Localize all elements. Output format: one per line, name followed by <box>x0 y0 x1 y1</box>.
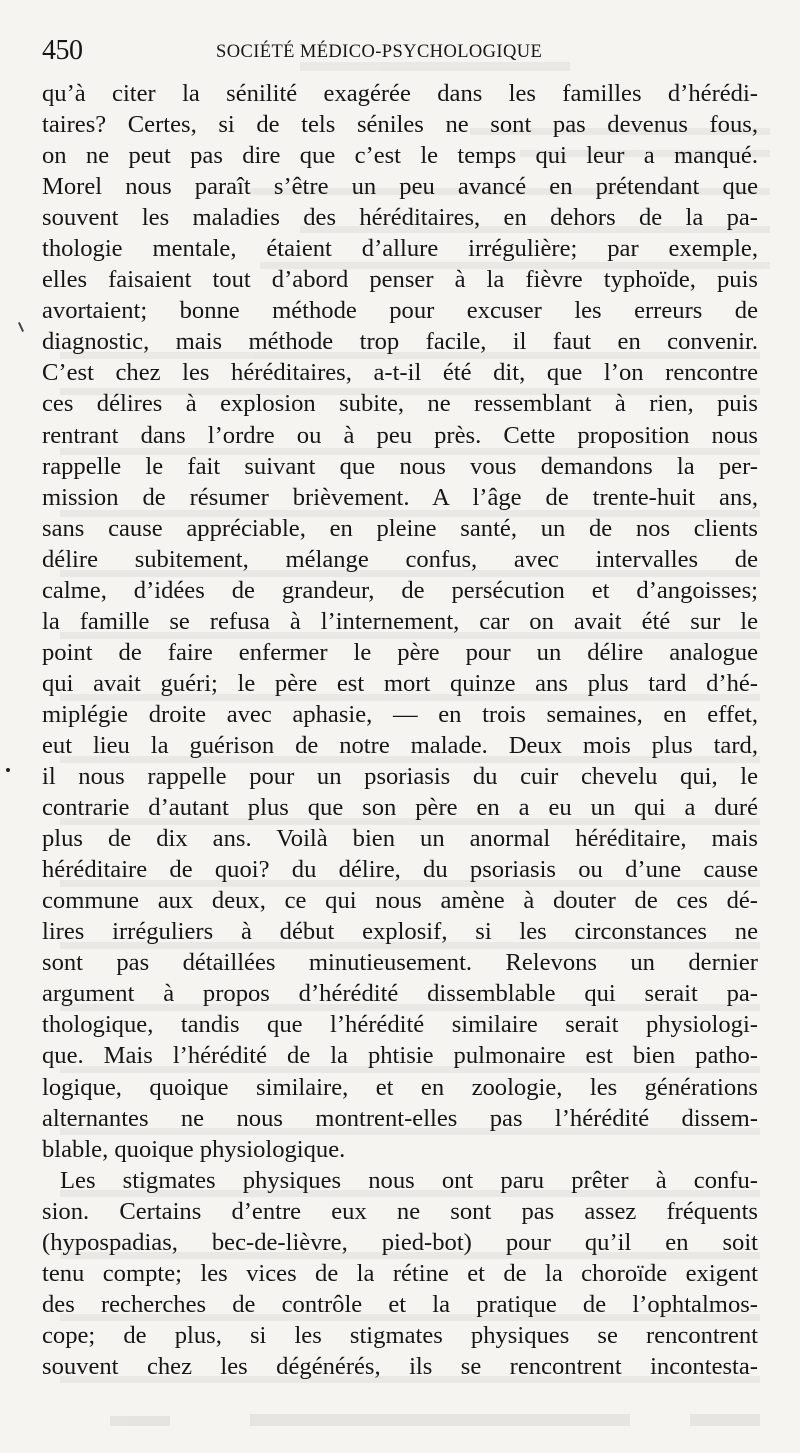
text-line: logique, quoique similaire, et en zoologie, les générations <box>42 1073 758 1101</box>
text-line: ces délires à explosion subite, ne ressemblant à rien, puis <box>42 390 758 418</box>
text-line: sont pas détaillées minutieusement. Relevons un dernier <box>42 949 758 977</box>
text-line: tenu compte; les vices de la rétine et de la choroïde exigent <box>42 1259 758 1287</box>
text-line: thologique, tandis que l’hérédité similaire serait physiologi- <box>42 1011 758 1039</box>
paragraph-2 <box>42 1165 758 1382</box>
text-line: taires? Certes, si de tels séniles ne sont pas devenus fous, <box>42 111 758 139</box>
text-line: Les stigmates physiques nous ont paru prêter à confu- <box>60 1166 758 1194</box>
text-line: il nous rappelle pour un psoriasis du cuir chevelu qui, le <box>42 763 758 791</box>
text-line: point de faire enfermer le père pour un délire analogue <box>42 638 758 666</box>
text-line: C’est chez les héréditaires, a-t-il été dit, que l’on rencontre <box>42 359 758 387</box>
body-text <box>42 78 758 1382</box>
text-line: la famille se refusa à l’internement, car on avait été sur le <box>42 607 758 635</box>
text-line: alternantes ne nous montrent-elles pas l’hérédité dissem- <box>42 1104 758 1132</box>
paragraph-1 <box>42 78 758 1165</box>
text-line: qu’à citer la sénilité exagérée dans les familles d’hérédi- <box>42 80 758 107</box>
text-line: avortaient; bonne méthode pour excuser les erreurs de <box>42 297 758 325</box>
running-header <box>42 34 762 74</box>
text-line: elles faisaient tout d’abord penser à la fièvre typhoïde, puis <box>42 266 758 294</box>
page-number: 450 <box>42 35 83 66</box>
text-line: rappelle le fait suivant que nous vous demandons la per- <box>42 452 758 480</box>
text-line: héréditaire de quoi? du délire, du psoriasis ou d’une cause <box>42 856 758 884</box>
text-line: plus de dix ans. Voilà bien un anormal héréditaire, mais <box>42 825 758 853</box>
text-line: Morel nous paraît s’être un peu avancé en prétendant que <box>42 173 758 201</box>
text-line: thologie mentale, étaient d’allure irrégulière; par exemple, <box>42 235 758 263</box>
text-line: contrarie d’autant plus que son père en a eu un qui a duré <box>42 794 758 822</box>
text-line: miplégie droite avec aphasie, — en trois semaines, en effet, <box>42 700 758 728</box>
text-line: (hypospadias, bec-de-lièvre, pied-bot) pour qu’il en soit <box>42 1228 758 1256</box>
text-line: mission de résumer brièvement. A l’âge de trente-huit ans, <box>42 483 758 511</box>
text-line: lires irréguliers à début explosif, si les circonstances ne <box>42 918 758 946</box>
text-line: on ne peut pas dire que c’est le temps qui leur a manqué. <box>42 142 758 170</box>
text-line: eut lieu la guérison de notre malade. Deux mois plus tard, <box>42 731 758 759</box>
text-line: qui avait guéri; le père est mort quinze ans plus tard d’hé- <box>42 669 758 697</box>
text-line: souvent chez les dégénérés, ils se rencontrent incontesta- <box>42 1352 758 1380</box>
text-line: sans cause appréciable, en pleine santé, un de nos clients <box>42 514 758 542</box>
text-line: délire subitement, mélange confus, avec intervalles de <box>42 545 758 573</box>
text-line: que. Mais l’hérédité de la phtisie pulmonaire est bien patho- <box>42 1042 758 1070</box>
text-line: sion. Certains d’entre eux ne sont pas assez fréquents <box>42 1197 758 1225</box>
text-line: argument à propos d’hérédité dissemblable qui serait pa- <box>42 980 758 1008</box>
text-line: calme, d’idées de grandeur, de persécution et d’angoisses; <box>42 576 758 604</box>
running-head-title: SOCIÉTÉ MÉDICO-PSYCHOLOGIQUE <box>216 42 543 62</box>
margin-dot-mark <box>6 768 10 772</box>
margin-tick-mark <box>18 322 24 332</box>
text-line: diagnostic, mais méthode trop facile, il faut en convenir. <box>42 328 758 356</box>
text-line: cope; de plus, si les stigmates physiques se rencontrent <box>42 1321 758 1349</box>
text-line: blable, quoique physiologique. <box>42 1135 346 1163</box>
text-line: commune aux deux, ce qui nous amène à douter de ces dé- <box>42 887 758 915</box>
text-line: souvent les maladies des héréditaires, en dehors de la pa- <box>42 204 758 232</box>
text-line: rentrant dans l’ordre ou à peu près. Cette proposition nous <box>42 421 758 449</box>
text-line: des recherches de contrôle et la pratique de l’ophtalmos- <box>42 1290 758 1318</box>
